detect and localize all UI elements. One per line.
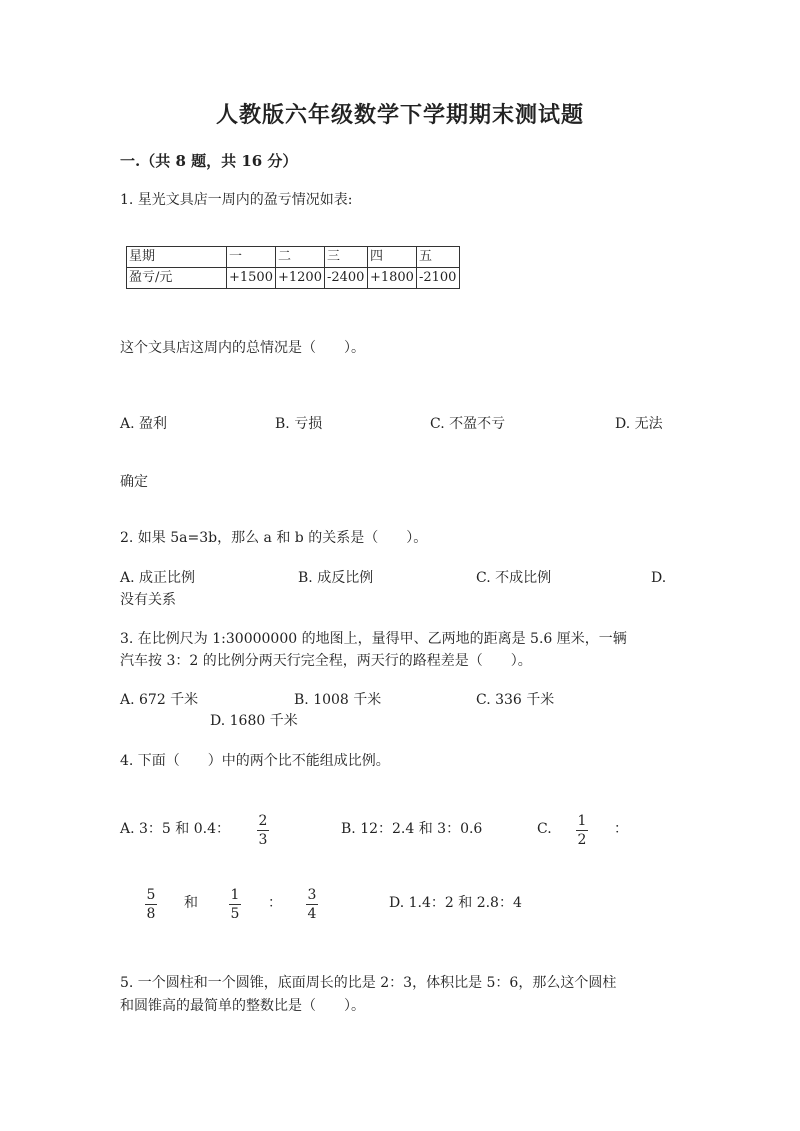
fraction-bar bbox=[145, 904, 157, 905]
q1-text: 1. 星光文具店一周内的盈亏情况如表: bbox=[120, 192, 353, 208]
fraction-bar bbox=[229, 904, 241, 905]
q2-option-b: B. 成反比例 bbox=[298, 570, 374, 586]
q3-line2: 汽车按 3：2 的比例分两天行完全程，两天行的路程差是（ ）。 bbox=[120, 653, 532, 669]
fraction-denominator: 5 bbox=[230, 906, 240, 922]
fraction-numerator: 3 bbox=[307, 887, 317, 903]
q1-option-c: C. 不盈不亏 bbox=[430, 416, 506, 432]
table-cell: -2100 bbox=[416, 268, 459, 289]
table-header-row bbox=[127, 247, 460, 268]
fraction bbox=[306, 887, 318, 922]
table-cell: 一 bbox=[227, 247, 276, 268]
ratio-colon: ： bbox=[268, 895, 282, 911]
fraction-numerator: 1 bbox=[577, 813, 587, 829]
q1-option-b: B. 亏损 bbox=[275, 416, 323, 432]
fraction bbox=[145, 887, 157, 922]
fraction-numerator: 5 bbox=[146, 887, 156, 903]
q1-question: 这个文具店这周内的总情况是（ ）。 bbox=[120, 340, 365, 356]
table-cell: +1200 bbox=[275, 268, 324, 289]
q2-option-a: A. 成正比例 bbox=[120, 570, 196, 586]
table-cell: 星期 bbox=[127, 247, 227, 268]
table-cell: 三 bbox=[324, 247, 367, 268]
q3-option-b: B. 1008 千米 bbox=[294, 692, 382, 708]
q3-option-c: C. 336 千米 bbox=[476, 692, 555, 708]
fraction-denominator: 3 bbox=[258, 832, 268, 848]
fraction bbox=[257, 813, 269, 848]
q5-line2: 和圆锥高的最简单的整数比是（ ）。 bbox=[120, 998, 365, 1014]
section-heading: 一.（共 8 题，共 16 分） bbox=[120, 152, 298, 170]
fraction-denominator: 2 bbox=[577, 832, 587, 848]
table-cell: 四 bbox=[367, 247, 416, 268]
fraction bbox=[229, 887, 241, 922]
fraction-numerator: 1 bbox=[230, 887, 240, 903]
table-cell: 盈亏/元 bbox=[127, 268, 227, 289]
q1-option-d-wrap: 确定 bbox=[120, 474, 148, 490]
fraction-bar bbox=[257, 830, 269, 831]
q3-option-d: D. 1680 千米 bbox=[210, 713, 298, 729]
fraction-numerator: 2 bbox=[258, 813, 268, 829]
q2-text: 2. 如果 5a=3b，那么 a 和 b 的关系是（ ）。 bbox=[120, 530, 428, 546]
table-cell: +1800 bbox=[367, 268, 416, 289]
fraction-bar bbox=[306, 904, 318, 905]
ratio-colon: ： bbox=[614, 821, 628, 837]
q3-line1: 3. 在比例尺为 1:30000000 的地图上，量得甲、乙两地的距离是 5.6 厘米，一辆 bbox=[120, 631, 627, 647]
fraction bbox=[576, 813, 588, 848]
table-cell: 二 bbox=[275, 247, 324, 268]
fraction-denominator: 4 bbox=[307, 906, 317, 922]
profit-loss-table bbox=[126, 246, 460, 289]
table-row bbox=[127, 268, 460, 289]
q4-he: 和 bbox=[184, 895, 198, 911]
table-cell: -2400 bbox=[324, 268, 367, 289]
q3-option-a: A. 672 千米 bbox=[120, 692, 199, 708]
q4-text: 4. 下面（ ）中的两个比不能组成比例。 bbox=[120, 753, 390, 769]
q4-option-d: D. 1.4：2 和 2.8：4 bbox=[389, 895, 522, 911]
q4-option-b: B. 12：2.4 和 3：0.6 bbox=[341, 821, 483, 837]
q2-option-d-wrap: 没有关系 bbox=[120, 592, 176, 608]
q1-option-d: D. 无法 bbox=[615, 416, 663, 432]
table-cell: 五 bbox=[416, 247, 459, 268]
fraction-denominator: 8 bbox=[146, 906, 156, 922]
q2-option-d: D. bbox=[651, 570, 667, 586]
q1-option-a: A. 盈利 bbox=[120, 416, 168, 432]
q2-option-c: C. 不成比例 bbox=[476, 570, 552, 586]
q4-option-a: A. 3：5 和 0.4： bbox=[120, 821, 230, 837]
q4-option-c: C. bbox=[537, 821, 552, 837]
page-title: 人教版六年级数学下学期期末测试题 bbox=[215, 102, 584, 128]
table-cell: +1500 bbox=[227, 268, 276, 289]
q5-line1: 5. 一个圆柱和一个圆锥，底面周长的比是 2：3，体积比是 5：6，那么这个圆柱 bbox=[120, 975, 617, 991]
fraction-bar bbox=[576, 830, 588, 831]
